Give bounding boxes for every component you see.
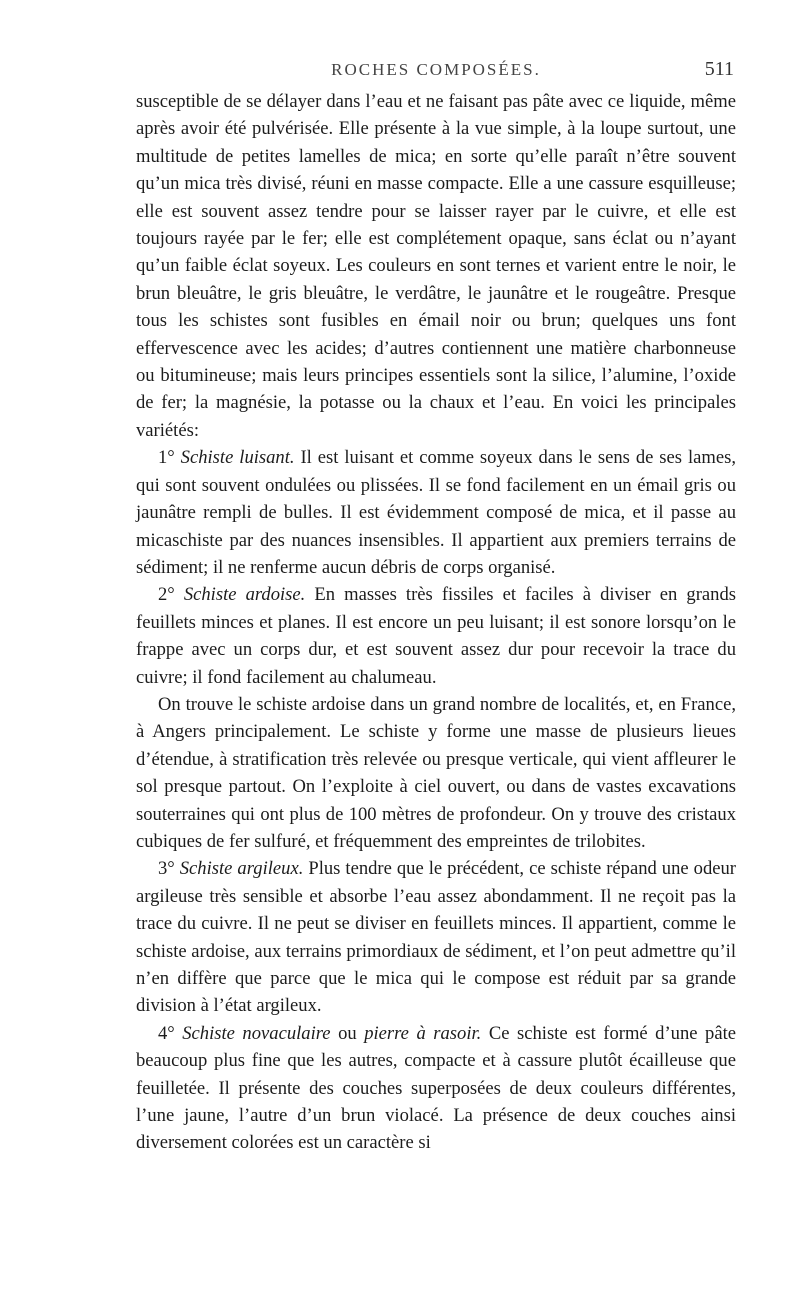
- paragraph-text: Ce schiste est formé d’une pâte beaucoup plus fine que les autres, compacte et à cassure plutôt écailleuse que feuilletée. Il présente des couches superposées de deux couleurs différentes, l’une jaune, l’autre d’un brun violacé. La présence de deux couches ainsi diversement colorées est un caractère si: [136, 1022, 736, 1154]
- paragraph-continuation: susceptible de se délayer dans l’eau et ne faisant pas pâte avec ce liquide, même après avoir été pulvérisée. Elle présente à la vue simple, à la loupe surtout, une multitude de petites lamelles de mica; en sorte qu’elle paraît n’être souvent qu’un mica très divisé, réuni en masse compacte. Elle a une cassure esquilleuse; elle est souvent assez tendre pour se laisser rayer par le cuivre, et elle est toujours rayée par le fer; elle est complétement opaque, sans éclat ou n’ayant qu’un faible éclat soyeux. Les couleurs en sont ternes et varient entre le noir, le brun bleuâtre, le gris bleuâtre, le verdâtre, le jaunâtre et le rougeâtre. Presque tous les schistes sont fusibles en émail noir ou brun; quelques uns font effervescence avec les acides; d’autres contiennent une matière charbonneuse ou bitumineuse; mais leurs principes essentiels sont la silice, l’alumine, l’oxide de fer; la magnésie, la potasse ou la chaux et l’eau. En voici les principales variétés:: [136, 91, 736, 441]
- item-number: 4°: [158, 1022, 175, 1044]
- paragraph-text: Plus tendre que le précédent, ce schiste répand une odeur argileuse très sensible et absorbe l’eau assez abondamment. Il ne reçoit pas la trace du cuivre. Il ne peut se diviser en feuillets minces. Il appartient, comme le schiste ardoise, aux terrains primordiaux de sédiment, et l’on peut admettre qu’il n’en diffère que parce que le mica qui le compose est réduit par sa grande division à l’état argileux.: [136, 858, 736, 1017]
- paragraph-text: Il est luisant et comme soyeux dans le sens de ses lames, qui sont souvent ondulées ou plissées. Il se fond facilement en un émail gris ou jaunâtre rempli de bulles. Il est évidemment composé de mica, et il passe au micaschiste par des nuances insensibles. Il appartient aux premiers terrains de sédiment; il ne renferme aucun débris de corps organisé.: [136, 447, 736, 578]
- paragraph-schiste-argileux: [136, 855, 736, 1019]
- paragraph-ardoise-localites: On trouve le schiste ardoise dans un grand nombre de localités, et, en France, à Angers principalement. Le schiste y forme une masse de plusieurs lieues d’étendue, à stratification très relevée ou presque verticale, qui vient affleurer le sol presque partout. On l’exploite à ciel ouvert, ou dans de vastes excavations souterraines qui ont plus de 100 mètres de profondeur. On y trouve des cristaux cubiques de fer sulfuré, et fréquemment des empreintes de trilobites.: [136, 693, 736, 852]
- body-text: [136, 88, 736, 1157]
- connector-word: ou: [338, 1022, 357, 1044]
- running-title: ROCHES COMPOSÉES.: [331, 60, 541, 79]
- book-page: [136, 50, 736, 1157]
- running-head: [136, 50, 736, 88]
- paragraph-schiste-ardoise: [136, 581, 736, 691]
- paragraph-text: En masses très fissiles et faciles à diviser en grands feuillets minces et planes. Il est encore un peu luisant; il est sonore lorsqu’on le frappe avec un corps dur, et est souvent assez dur pour recevoir la trace du cuivre; il fond facilement au chalumeau.: [136, 584, 736, 688]
- variety-name: Schiste argileux.: [179, 858, 304, 880]
- page-number: 511: [704, 58, 734, 80]
- variety-alt-name: pierre à rasoir.: [364, 1022, 482, 1044]
- paragraph-schiste-luisant: [136, 444, 736, 581]
- variety-name: Schiste luisant.: [180, 447, 295, 469]
- item-number: 3°: [158, 858, 175, 880]
- variety-name: Schiste novaculaire: [182, 1022, 331, 1044]
- variety-name: Schiste ardoise.: [183, 584, 306, 606]
- paragraph-schiste-novaculaire: [136, 1020, 736, 1157]
- item-number: 2°: [158, 584, 175, 606]
- item-number: 1°: [158, 447, 175, 469]
